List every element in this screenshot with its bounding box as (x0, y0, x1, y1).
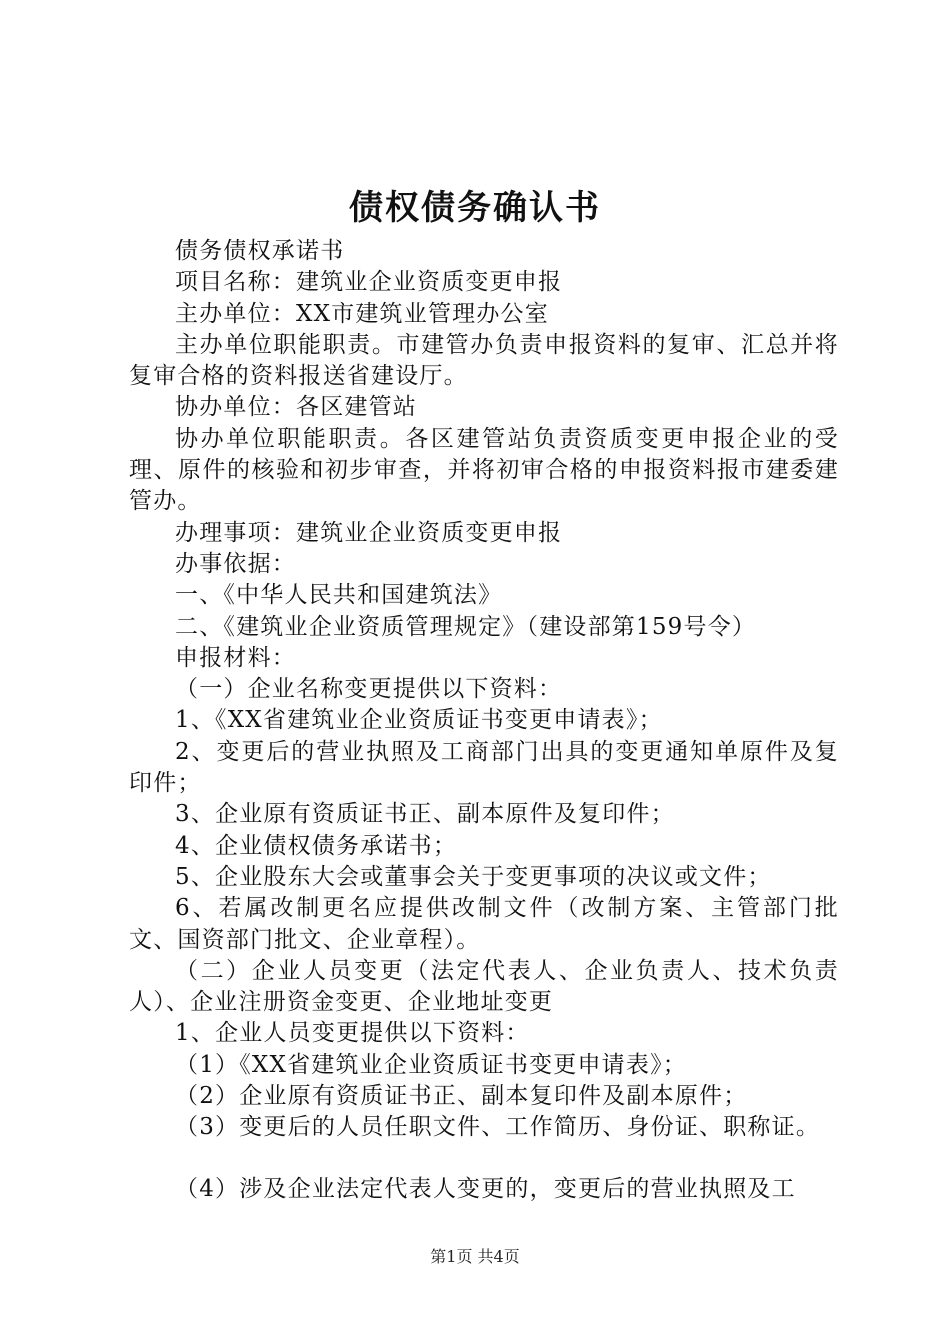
paragraph: 4、企业债权债务承诺书； (175, 832, 458, 859)
paragraph: 主办单位：XX市建筑业管理办公室 (175, 300, 549, 327)
paragraph: 项目名称：建筑业企业资质变更申报 (175, 269, 563, 296)
paragraph: （1）《XX省建筑业企业资质证书变更申请表》； (175, 1051, 687, 1078)
paragraph: 3、企业原有资质证书正、副本原件及复印件； (175, 801, 675, 828)
paragraph: 办理事项：建筑业企业资质变更申报 (175, 519, 563, 546)
paragraph: 5、企业股东大会或董事会关于变更事项的决议或文件； (175, 863, 772, 890)
paragraph: 二、《建筑业企业资质管理规定》（建设部第159号令） (175, 613, 757, 640)
paragraph: 协办单位：各区建管站 (175, 394, 417, 421)
paragraph: 申报材料： (175, 644, 296, 671)
paragraph: 债务债权承诺书 (175, 238, 345, 264)
paragraph: 1、企业人员变更提供以下资料： (175, 1020, 530, 1047)
paragraph: 1、《XX省建筑业企业资质证书变更申请表》； (175, 707, 663, 734)
paragraph: （一）企业名称变更提供以下资料： (175, 676, 563, 703)
paragraph: （二）企业人员变更（法定代表人、企业负责人、技术负责人）、企业注册资金变更、企业地址变更 (129, 957, 839, 1016)
paragraph: 一、《中华人民共和国建筑法》 (175, 582, 503, 609)
paragraph: 主办单位职能职责。市建管办负责申报资料的复审、汇总并将复审合格的资料报送省建设厅。 (129, 331, 839, 390)
paragraph: 协办单位职能职责。各区建管站负责资质变更申报企业的受理、原件的核验和初步审查，并将初审合格的申报资料报市建委建管办。 (129, 425, 839, 515)
paragraph: 6、若属改制更名应提供改制文件（改制方案、主管部门批文、国资部门批文、企业章程）。 (129, 895, 839, 953)
document-body (129, 236, 839, 1205)
paragraph: （2）企业原有资质证书正、副本复印件及副本原件； (175, 1083, 748, 1110)
paragraph: 办事依据： (175, 550, 296, 577)
document-title: 债权债务确认书 (349, 188, 601, 228)
page-number-footer: 第1页 共4页 (430, 1247, 520, 1266)
paragraph: （3）变更后的人员任职文件、工作简历、身份证、职称证。 (175, 1114, 821, 1141)
paragraph: 2、变更后的营业执照及工商部门出具的变更通知单原件及复印件； (129, 738, 839, 797)
paragraph: （4）涉及企业法定代表人变更的，变更后的营业执照及工 (175, 1175, 796, 1202)
